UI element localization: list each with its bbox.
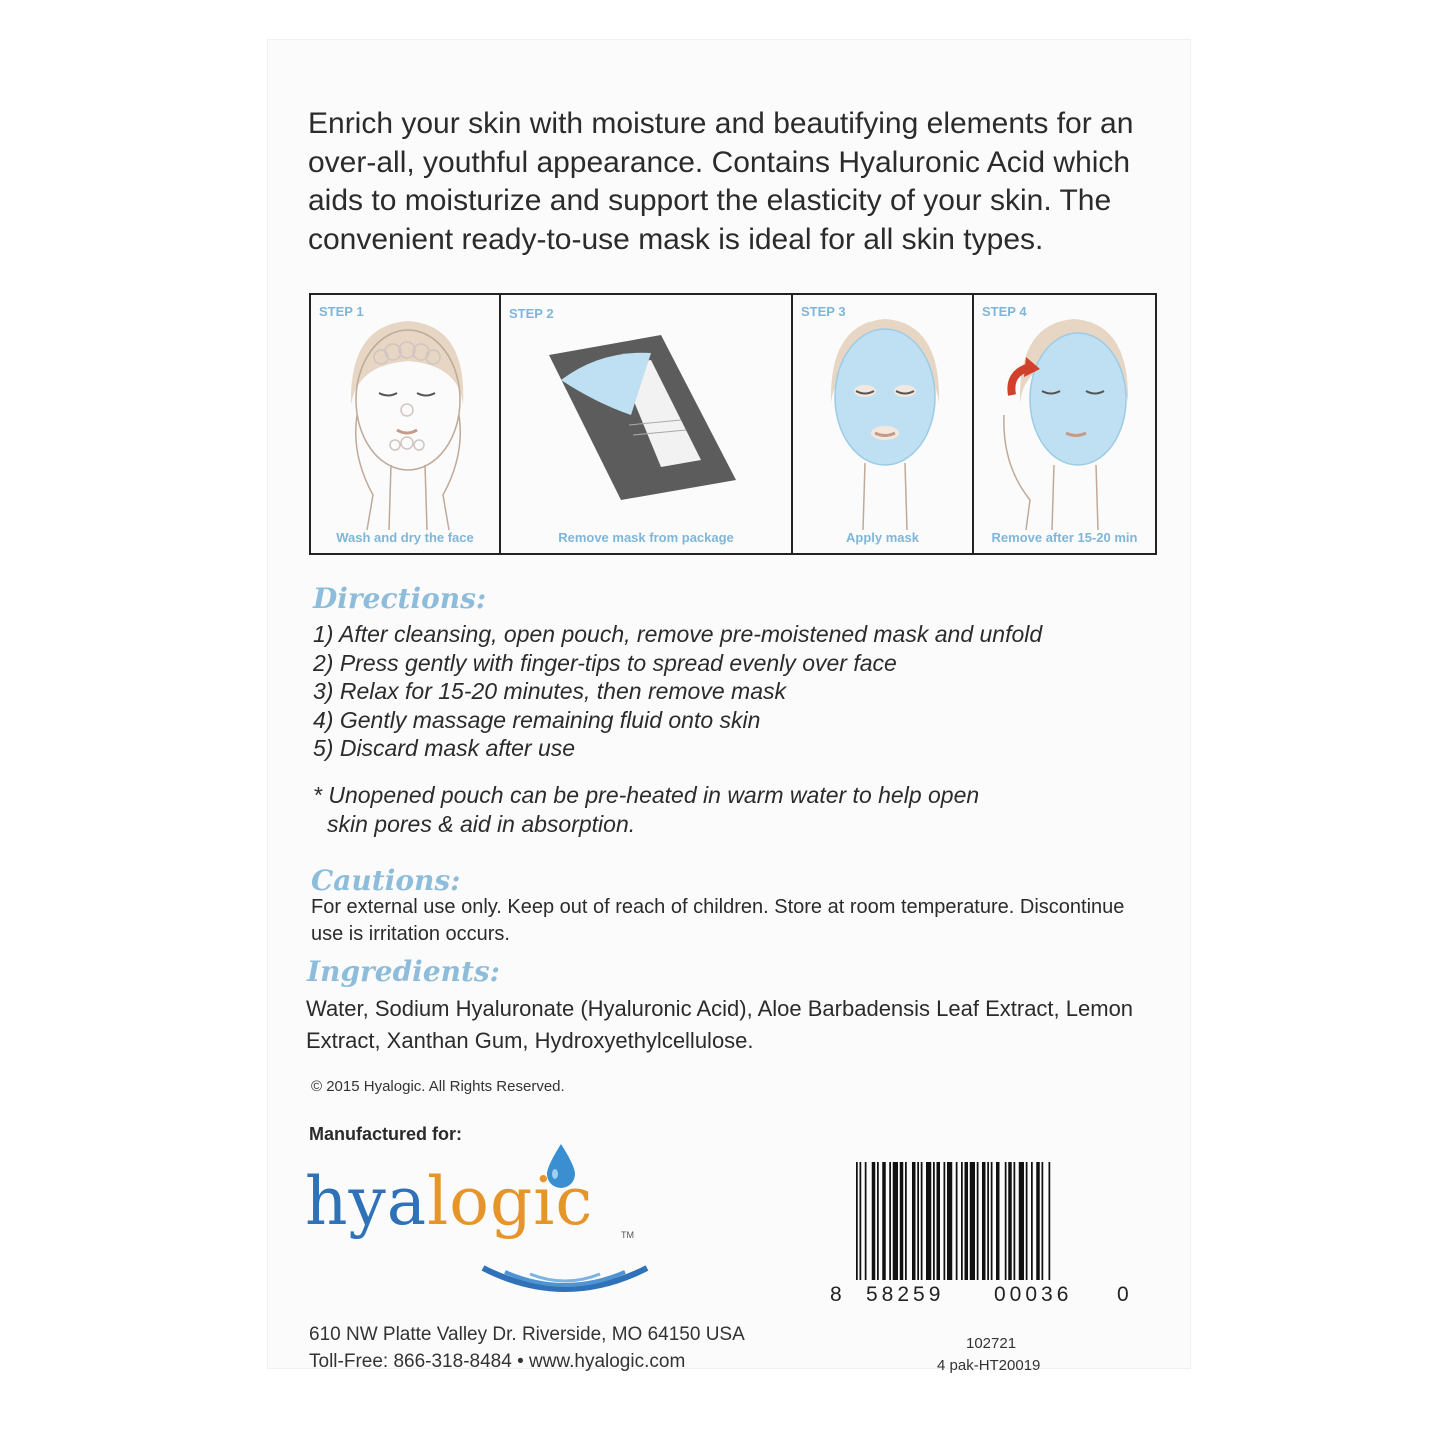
barcode-check-digit: 0 [1117,1283,1129,1306]
barcode-bar [970,1162,975,1280]
water-ripple-icon [475,1248,655,1308]
barcode-bar [1005,1162,1007,1280]
barcode-bar [926,1162,931,1280]
barcode-bar [1049,1162,1051,1280]
directions-list [313,620,1042,763]
barcode-digit-system: 8 [830,1283,842,1306]
barcode-bar [900,1162,904,1280]
barcode-bar [965,1162,969,1280]
barcode-bar [882,1162,886,1280]
remove-mask-illustration [974,295,1155,553]
direction-item: 2) Press gently with finger-tips to spread evenly over face [313,649,897,676]
brand-part-2: logic [427,1163,594,1240]
cautions-heading: Cautions: [311,864,461,897]
pak-code: 4 pak-HT20019 [937,1357,1041,1374]
barcode-bar [933,1162,935,1280]
barcode-digits-left: 58259 [866,1283,945,1306]
barcode-bar [865,1162,867,1280]
note-line: skin pores & aid in absorption. [327,811,636,837]
lot-code: 102721 [966,1335,1017,1352]
steps-strip [309,293,1157,555]
wash-face-illustration [311,295,499,553]
brand-part-1: hya [305,1163,428,1240]
barcode-bar [947,1162,952,1280]
barcode-bar [956,1162,958,1280]
note-line: * Unopened pouch can be pre-heated in warm water to help open [313,782,980,808]
trademark: TM [621,1230,634,1240]
preheat-note [313,781,1073,839]
ingredients-text: Water, Sodium Hyaluronate (Hyaluronic Acid), Aloe Barbadensis Leaf Extract, Lemon Extract, Xanthan Gum, Hydroxyethylcellulose. [306,996,1134,1053]
step-2-panel [501,295,793,553]
direction-item: 3) Relax for 15-20 minutes, then remove mask [313,678,786,705]
barcode-bar [877,1162,879,1280]
intro-paragraph: Enrich your skin with moisture and beautifying elements for an over-all, youthful appearance. Contains Hyaluronic Acid which aids to moisturize and support the elasticity of your skin. The convenient ready-to-use mask is ideal for all skin types. [308,107,1134,256]
barcode-bar [893,1162,898,1280]
step-caption: Remove mask from package [558,530,734,545]
barcode-bar [991,1162,993,1280]
brand-wordmark [305,1162,593,1242]
step-caption: Remove after 15-20 min [991,530,1138,545]
barcode-bar [1008,1162,1012,1280]
barcode-bar [860,1162,862,1280]
contact-info: Toll-Free: 866-318-8484 • www.hyalogic.com [309,1351,686,1372]
step-3-panel [793,295,974,553]
barcode-bar [996,1162,1000,1280]
barcode-bar [977,1162,979,1280]
direction-item: 5) Discard mask after use [313,735,576,762]
direction-item: 1) After cleansing, open pouch, remove pre-moistened mask and unfold [313,621,1043,647]
step-label: STEP 4 [982,304,1027,319]
barcode-bar [1014,1162,1016,1280]
direction-item: 4) Gently massage remaining fluid onto skin [313,706,761,733]
barcode-bar [944,1162,946,1280]
barcode-bar [856,1162,858,1280]
mask-package-illustration [501,295,791,553]
barcode-bar [912,1162,916,1280]
barcode-bar [921,1162,923,1280]
step-4-panel [974,295,1155,553]
barcode-bar [961,1162,963,1280]
barcode-bar [1026,1162,1028,1280]
barcode-bar [987,1162,989,1280]
manufactured-for-label: Manufactured for: [309,1124,462,1144]
barcode-bar [917,1162,919,1280]
apply-mask-illustration [793,295,972,553]
barcode-bar [872,1162,876,1280]
step-label: STEP 3 [801,304,846,319]
barcode-bar [1036,1162,1040,1280]
directions-heading: Directions: [313,582,487,615]
step-caption: Apply mask [846,530,919,545]
barcode-bar [937,1162,941,1280]
copyright: © 2015 Hyalogic. All Rights Reserved. [311,1078,565,1095]
step-label: STEP 2 [509,306,554,321]
ingredients-heading: Ingredients: [307,955,501,988]
address: 610 NW Platte Valley Dr. Riverside, MO 64150 USA [309,1324,745,1345]
step-label: STEP 1 [319,304,364,319]
barcode-bar [1042,1162,1044,1280]
step-caption: Wash and dry the face [336,530,474,545]
hyalogic-logo [305,1140,645,1310]
barcode-digits-right: 00036 [994,1283,1073,1306]
cautions-text: For external use only. Keep out of reach of children. Store at room temperature. Discontinue use is irritation occurs. [311,896,1125,945]
barcode-bar [1019,1162,1024,1280]
step-1-panel [311,295,501,553]
barcode-bar [1031,1162,1033,1280]
barcode-bar [905,1162,907,1280]
barcode-bar [889,1162,891,1280]
barcode-graphic [856,1162,1108,1280]
barcode-bar [982,1162,986,1280]
